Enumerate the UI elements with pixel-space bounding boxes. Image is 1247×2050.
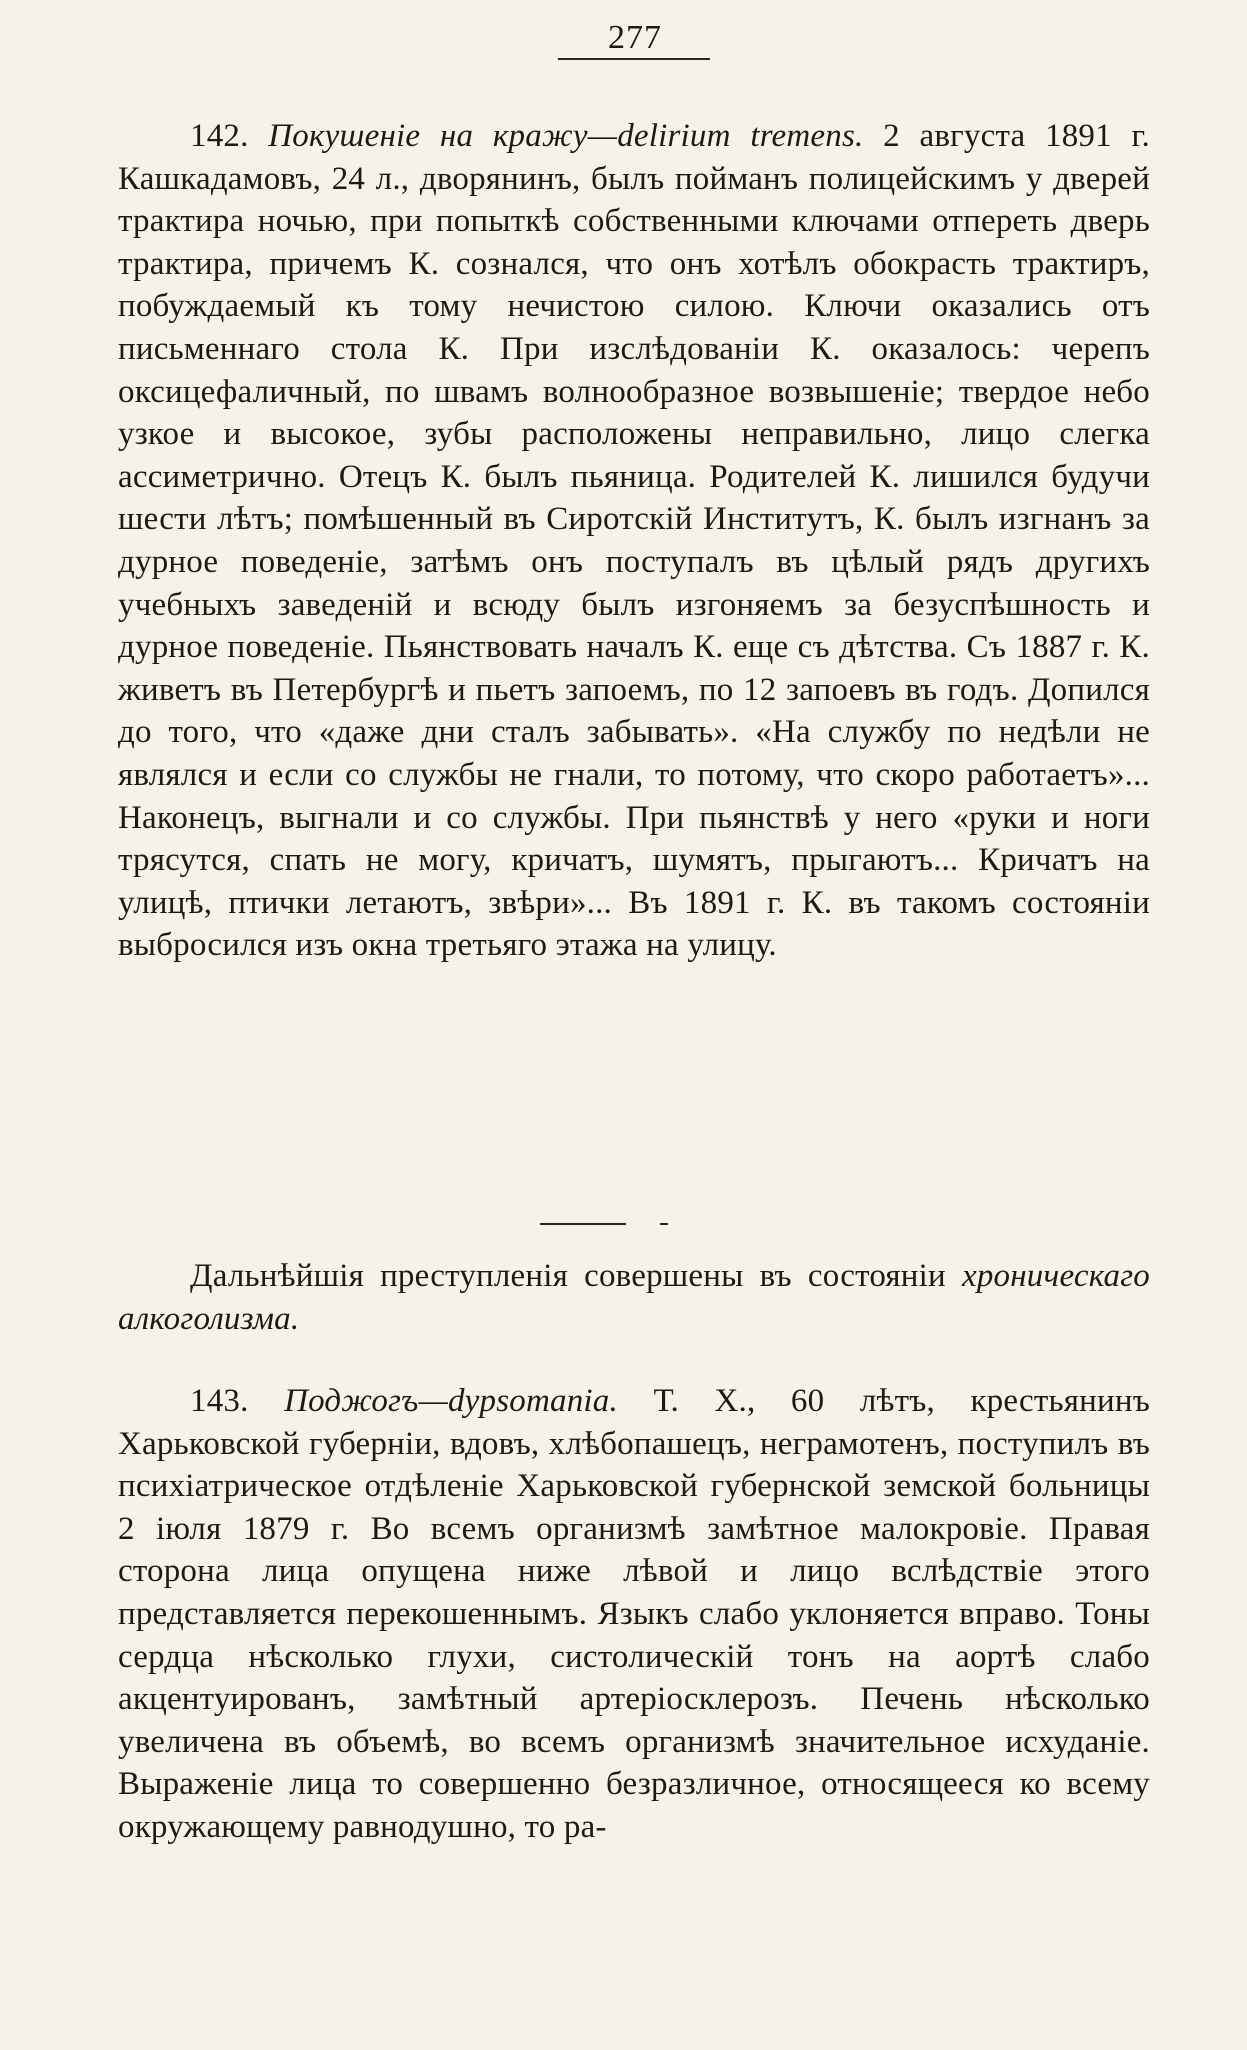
case-142-body: 2 августа 1891 г. Кашкадамовъ, 24 л., дворянинъ, былъ пойманъ полицейскимъ у дверей трактира ночью, при попыткѣ собственными ключами отпереть дверь трактира, причемъ К. сознался, что онъ хотѣлъ обокрасть трактиръ, побуждаемый къ тому нечистою силою. Ключи оказались отъ письменнаго стола К. При изслѣдованіи К. оказалось: черепъ оксицефаличный, по швамъ волнообразное возвышеніе; твердое небо узкое и высокое, зубы расположены неправильно, лицо слегка ассиметрично. Отецъ К. былъ пьяница. Родителей К. лишился будучи шести лѣтъ; помѣшенный въ Сиротскій Институтъ, К. былъ изгнанъ за дурное поведеніе, затѣмъ онъ поступалъ въ цѣлый рядъ другихъ учебныхъ заведеній и всюду былъ изгоняемъ за безуспѣшность и дурное поведеніе. Пьянствовать началъ К. еще съ дѣтства. Съ 1887 г. К. живетъ въ Петербургѣ и пьетъ запоемъ, по 12 запоевъ въ годъ. Допился до того, что «даже дни сталъ забывать». «На службу по недѣли не являлся и если со службы не гнали, то потому, что скоро работаетъ»... Наконецъ, выгнали и со службы. При пьянствѣ у него «руки и ноги трясутся, спать не могу, кричатъ, шумятъ, прыгаютъ... Кричатъ на улицѣ, птички летаютъ, звѣри»... Въ 1891 г. К. въ такомъ состояніи выбросился изъ окна третьяго этажа на улицу. bbox=[118, 118, 1150, 964]
case-143-title: Поджогъ—dypsomania. bbox=[284, 1383, 618, 1419]
page-number-rule bbox=[558, 58, 710, 60]
case-142-number: 142. bbox=[190, 118, 249, 154]
page-number: 277 bbox=[608, 19, 662, 56]
note-paragraph bbox=[118, 1255, 1150, 1340]
note-text: Дальнѣйшія преступленія совершены въ состояніи bbox=[190, 1258, 946, 1294]
case-143-body: Т. Х., 60 лѣтъ, крестьянинъ Харьковской губерніи, вдовъ, хлѣбопашецъ, неграмотенъ, поступилъ въ психіатрическое отдѣленіе Харьковской губернской земской больницы 2 іюля 1879 г. Во всемъ организмѣ замѣтное малокровіе. Правая сторона лица опущена ниже лѣвой и лицо вслѣдствіе этого представляется перекошеннымъ. Языкъ слабо уклоняется вправо. Тоны сердца нѣсколько глухи, систолическій тонъ на аортѣ слабо акцентуированъ, замѣтный артеріосклерозъ. Печень нѣсколько увеличена въ объемѣ, во всемъ организмѣ значительное исхуданіе. Выраженіе лица то совершенно безразличное, относящееся ко всему окружающему равнодушно, то ра- bbox=[118, 1383, 1150, 1845]
chronic-alcoholism-note bbox=[118, 1255, 1150, 1340]
case-143-number: 143. bbox=[190, 1383, 249, 1419]
case-143-section bbox=[118, 1380, 1150, 1849]
case-142-title: Покушеніе на кражу—delirium tremens. bbox=[268, 118, 864, 154]
case-143-paragraph bbox=[118, 1380, 1150, 1849]
section-separator bbox=[540, 1223, 626, 1225]
case-142-paragraph bbox=[118, 115, 1150, 967]
section-separator-dot bbox=[660, 1223, 668, 1225]
case-142-section bbox=[118, 115, 1150, 967]
note-italic: хроническаго алкоголизма. bbox=[118, 1258, 1150, 1337]
